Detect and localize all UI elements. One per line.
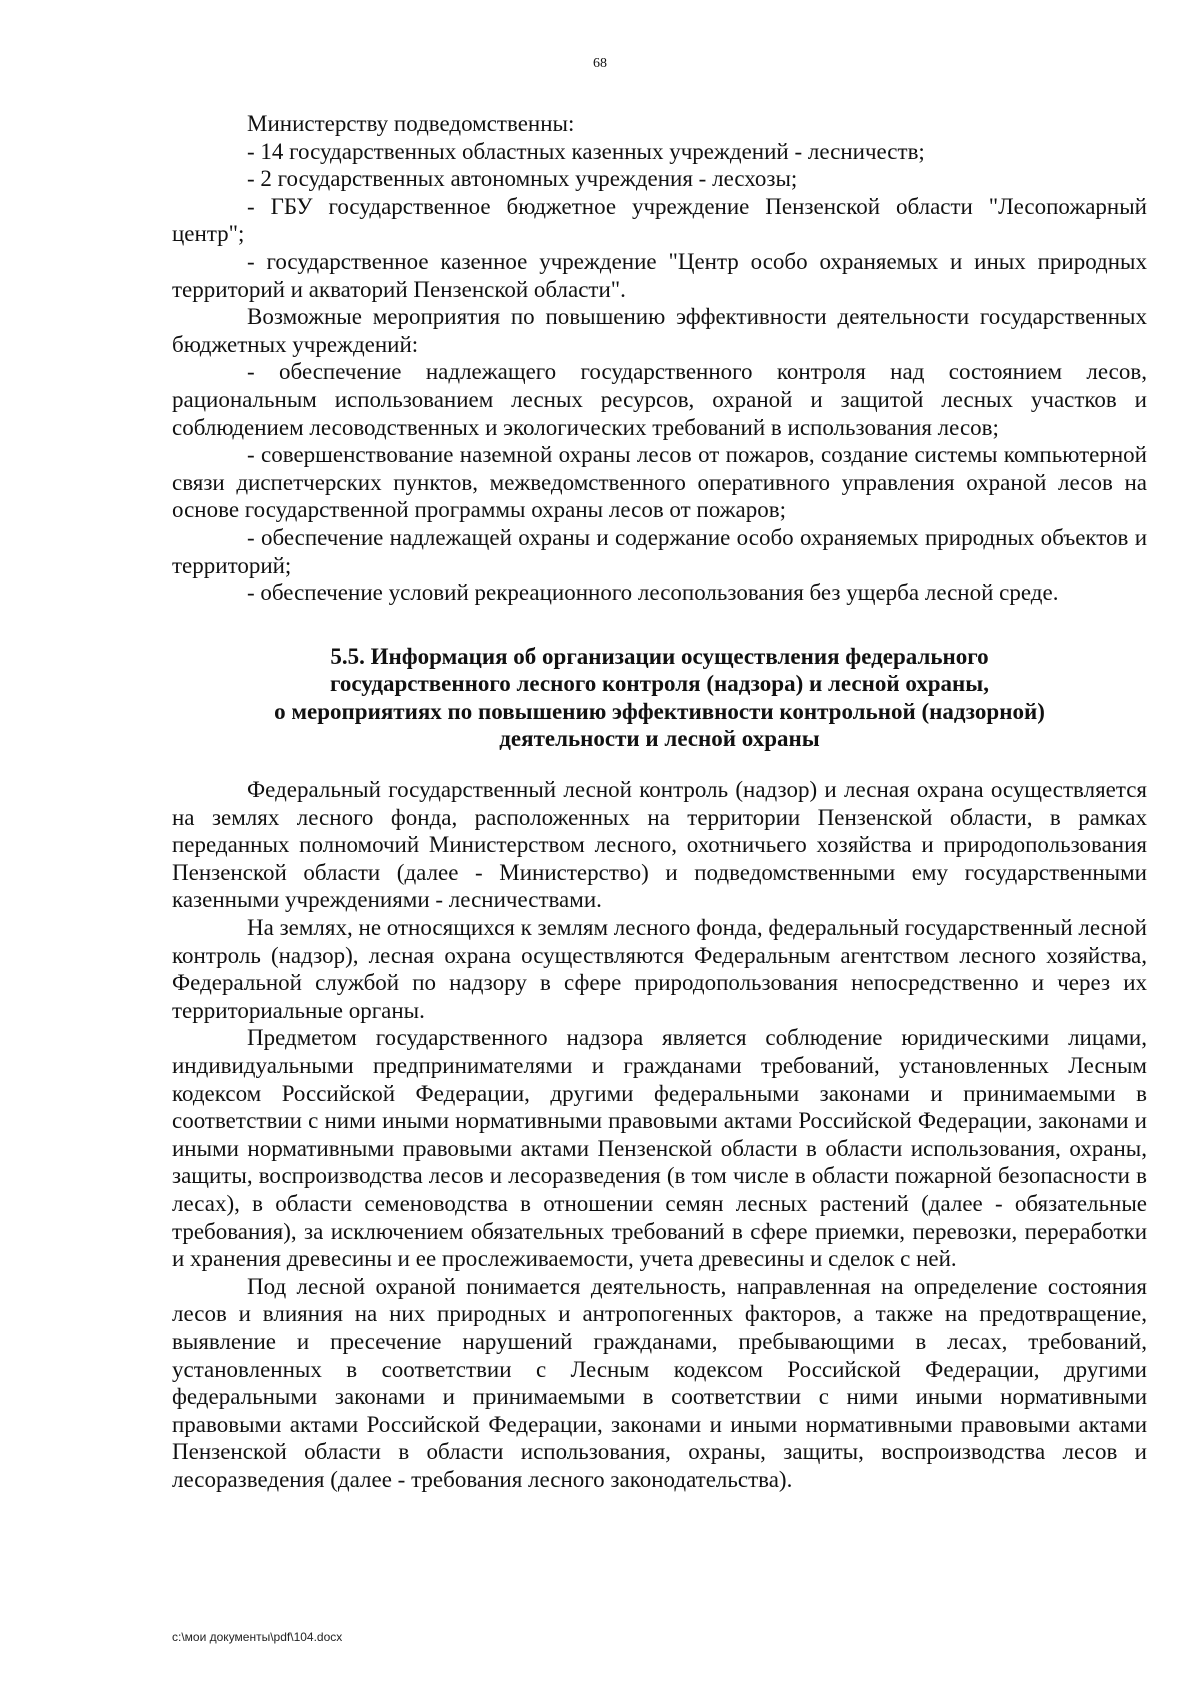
- page-number: 68: [593, 56, 607, 71]
- intro-paragraph: Возможные мероприятия по повышению эффективности деятельности государственных бюджетных учреждений:: [172, 304, 1147, 357]
- list-item: - обеспечение надлежащего государственного контроля над состоянием лесов, рациональным использованием лесных ресурсов, охраной и защитой лесных участков и соблюдением лесоводственных и экологических требований в использования лесов;: [172, 359, 1147, 440]
- section-heading-line: 5.5. Информация об организации осуществления федерального: [330, 643, 989, 669]
- list-item: - государственное казенное учреждение "Центр особо охраняемых и иных природных территорий и акваторий Пензенской области".: [172, 248, 1147, 302]
- section-heading: [172, 643, 1147, 753]
- list-item: - ГБУ государственное бюджетное учреждение Пензенской области "Лесопожарный центр";: [172, 193, 1147, 247]
- list-item: - 2 государственных автономных учреждения - лесхозы;: [247, 166, 798, 192]
- body-paragraph: Под лесной охраной понимается деятельность, направленная на определение состояния лесов и влияния на них природных и антропогенных факторов, а также на предотвращение, выявление и пресечение нарушений гражданами, пребывающими в лесах, требований, установленных в соответствии с Лесным кодексом Российской Федерации, другими федеральными законами и принимаемыми в соответствии с ними иными нормативными правовыми актами Российской Федерации, законами и иными нормативными правовыми актами Пензенской области в области использования, охраны, защиты, воспроизводства лесов и лесоразведения (далее - требования лесного законодательства).: [172, 1273, 1147, 1492]
- intro-paragraph: Министерству подведомственны:: [247, 111, 575, 136]
- section-heading-line: о мероприятиях по повышению эффективности контрольной (надзорной): [274, 698, 1045, 724]
- section-heading-line: деятельности и лесной охраны: [499, 726, 820, 752]
- list-item: - обеспечение условий рекреационного лесопользования без ущерба лесной среде.: [247, 580, 1059, 606]
- footer-file-path: c:\мои документы\pdf\104.docx: [172, 1630, 343, 1644]
- list-item: - обеспечение надлежащей охраны и содержание особо охраняемых природных объектов и территорий;: [172, 524, 1147, 578]
- body-paragraph: На землях, не относящихся к землям лесного фонда, федеральный государственный лесной контроль (надзор), лесная охрана осуществляются Федеральным агентством лесного хозяйства, Федеральной службой по надзору в сфере природопользования непосредственно и через их территориальные органы.: [172, 915, 1147, 1023]
- section-heading-line: государственного лесного контроля (надзора) и лесной охраны,: [329, 671, 990, 697]
- list-item: - совершенствование наземной охраны лесов от пожаров, создание системы компьютерной связи диспетчерских пунктов, межведомственного оперативного управления охраной лесов на основе государственной программы охраны лесов от пожаров;: [172, 442, 1147, 523]
- list-item: - 14 государственных областных казенных учреждений - лесничеств;: [247, 138, 925, 164]
- body-paragraph: Предметом государственного надзора является соблюдение юридическими лицами, индивидуальными предпринимателями и гражданами требований, установленных Лесным кодексом Российской Федерации, другими федеральными законами и принимаемыми в соответствии с ними иными нормативными правовыми актами Российской Федерации, законами и иными нормативными правовыми актами Пензенской области в области использования, охраны, защиты, воспроизводства лесов и лесоразведения (в том числе в области пожарной безопасности в лесах), в области семеноводства в отношении семян лесных растений (далее - обязательные требования), за исключением обязательных требований в сфере приемки, перевозки, переработки и хранения древесины и ее прослеживаемости, учета древесины и сделок с ней.: [172, 1025, 1147, 1272]
- document-body: [172, 110, 1147, 1494]
- body-paragraph: Федеральный государственный лесной контроль (надзор) и лесная охрана осуществляется на землях лесного фонда, расположенных на территории Пензенской области, в рамках переданных полномочий Министерством лесного, охотничьего хозяйства и природопользования Пензенской области (далее - Министерство) и подведомственными ему государственными казенными учреждениями - лесничествами.: [172, 777, 1147, 913]
